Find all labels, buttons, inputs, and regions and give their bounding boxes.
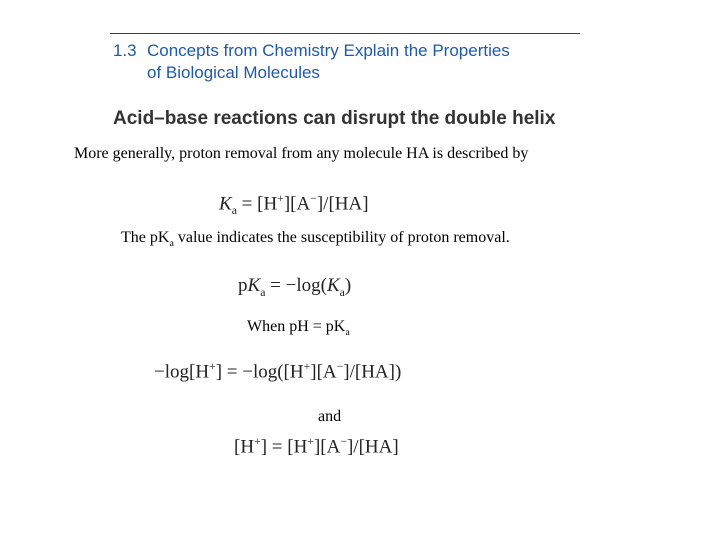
equation-log — [154, 360, 401, 383]
eq2-arg-var: K — [326, 275, 340, 296]
eq1-sup2: − — [310, 192, 317, 205]
body-line-3-sub: a — [345, 327, 350, 339]
section-number: 1.3 — [113, 41, 137, 60]
body-line-4: and — [318, 408, 342, 425]
body-line-2-pre: The pK — [121, 229, 170, 246]
eq4-d: ]/[HA] — [346, 436, 399, 458]
heading-line-1 — [113, 40, 510, 62]
equation-ka — [219, 192, 369, 218]
eq4-b: ] = [H — [260, 436, 308, 458]
section-heading — [113, 40, 510, 84]
eq2-arg-sub: a — [339, 285, 345, 299]
equation-h-concentration — [234, 435, 399, 458]
eq3-sup2: + — [303, 360, 311, 373]
eq3-a: −log[H — [154, 361, 210, 383]
eq1-rhs-b: ][A — [283, 193, 311, 215]
eq3-c: ][A — [310, 361, 337, 383]
section-title-line-1: Concepts from Chemistry Explain the Properties — [147, 41, 510, 60]
body-line-2 — [121, 229, 510, 249]
body-line-3-pre: When pH = pK — [247, 318, 346, 335]
eq1-sub: a — [231, 204, 237, 218]
equation-pka — [238, 275, 351, 300]
subheading: Acid–base reactions can disrupt the double helix — [113, 108, 556, 129]
eq4-a: [H — [234, 436, 255, 458]
eq4-sup3: − — [340, 435, 347, 448]
eq2-var: K — [247, 275, 261, 296]
eq2-sub: a — [260, 285, 266, 299]
eq3-sup3: − — [336, 360, 344, 373]
body-line-3 — [247, 318, 350, 338]
eq1-var: K — [219, 193, 232, 215]
eq2-prefix: p — [238, 275, 248, 296]
eq3-sup1: + — [209, 360, 216, 373]
eq2-close: ) — [344, 275, 352, 296]
body-line-2-sub: a — [169, 238, 174, 250]
eq3-d: ]/[HA]) — [343, 361, 402, 383]
eq3-b: ] = −log([H — [215, 361, 304, 383]
eq1-rhs-a: = [H — [236, 193, 278, 215]
eq4-sup2: + — [307, 435, 314, 448]
section-title-line-2: of Biological Molecules — [147, 63, 320, 82]
header-rule — [110, 33, 580, 34]
eq2-mid: = −log( — [265, 275, 327, 296]
body-line-1: More generally, proton removal from any molecule HA is described by — [74, 145, 529, 162]
eq1-sup1: + — [277, 192, 284, 205]
body-line-2-post: value indicates the susceptibility of proton removal. — [173, 229, 510, 246]
eq4-sup1: + — [254, 435, 261, 448]
eq4-c: ][A — [313, 436, 341, 458]
eq1-rhs-c: ]/[HA] — [316, 193, 369, 215]
